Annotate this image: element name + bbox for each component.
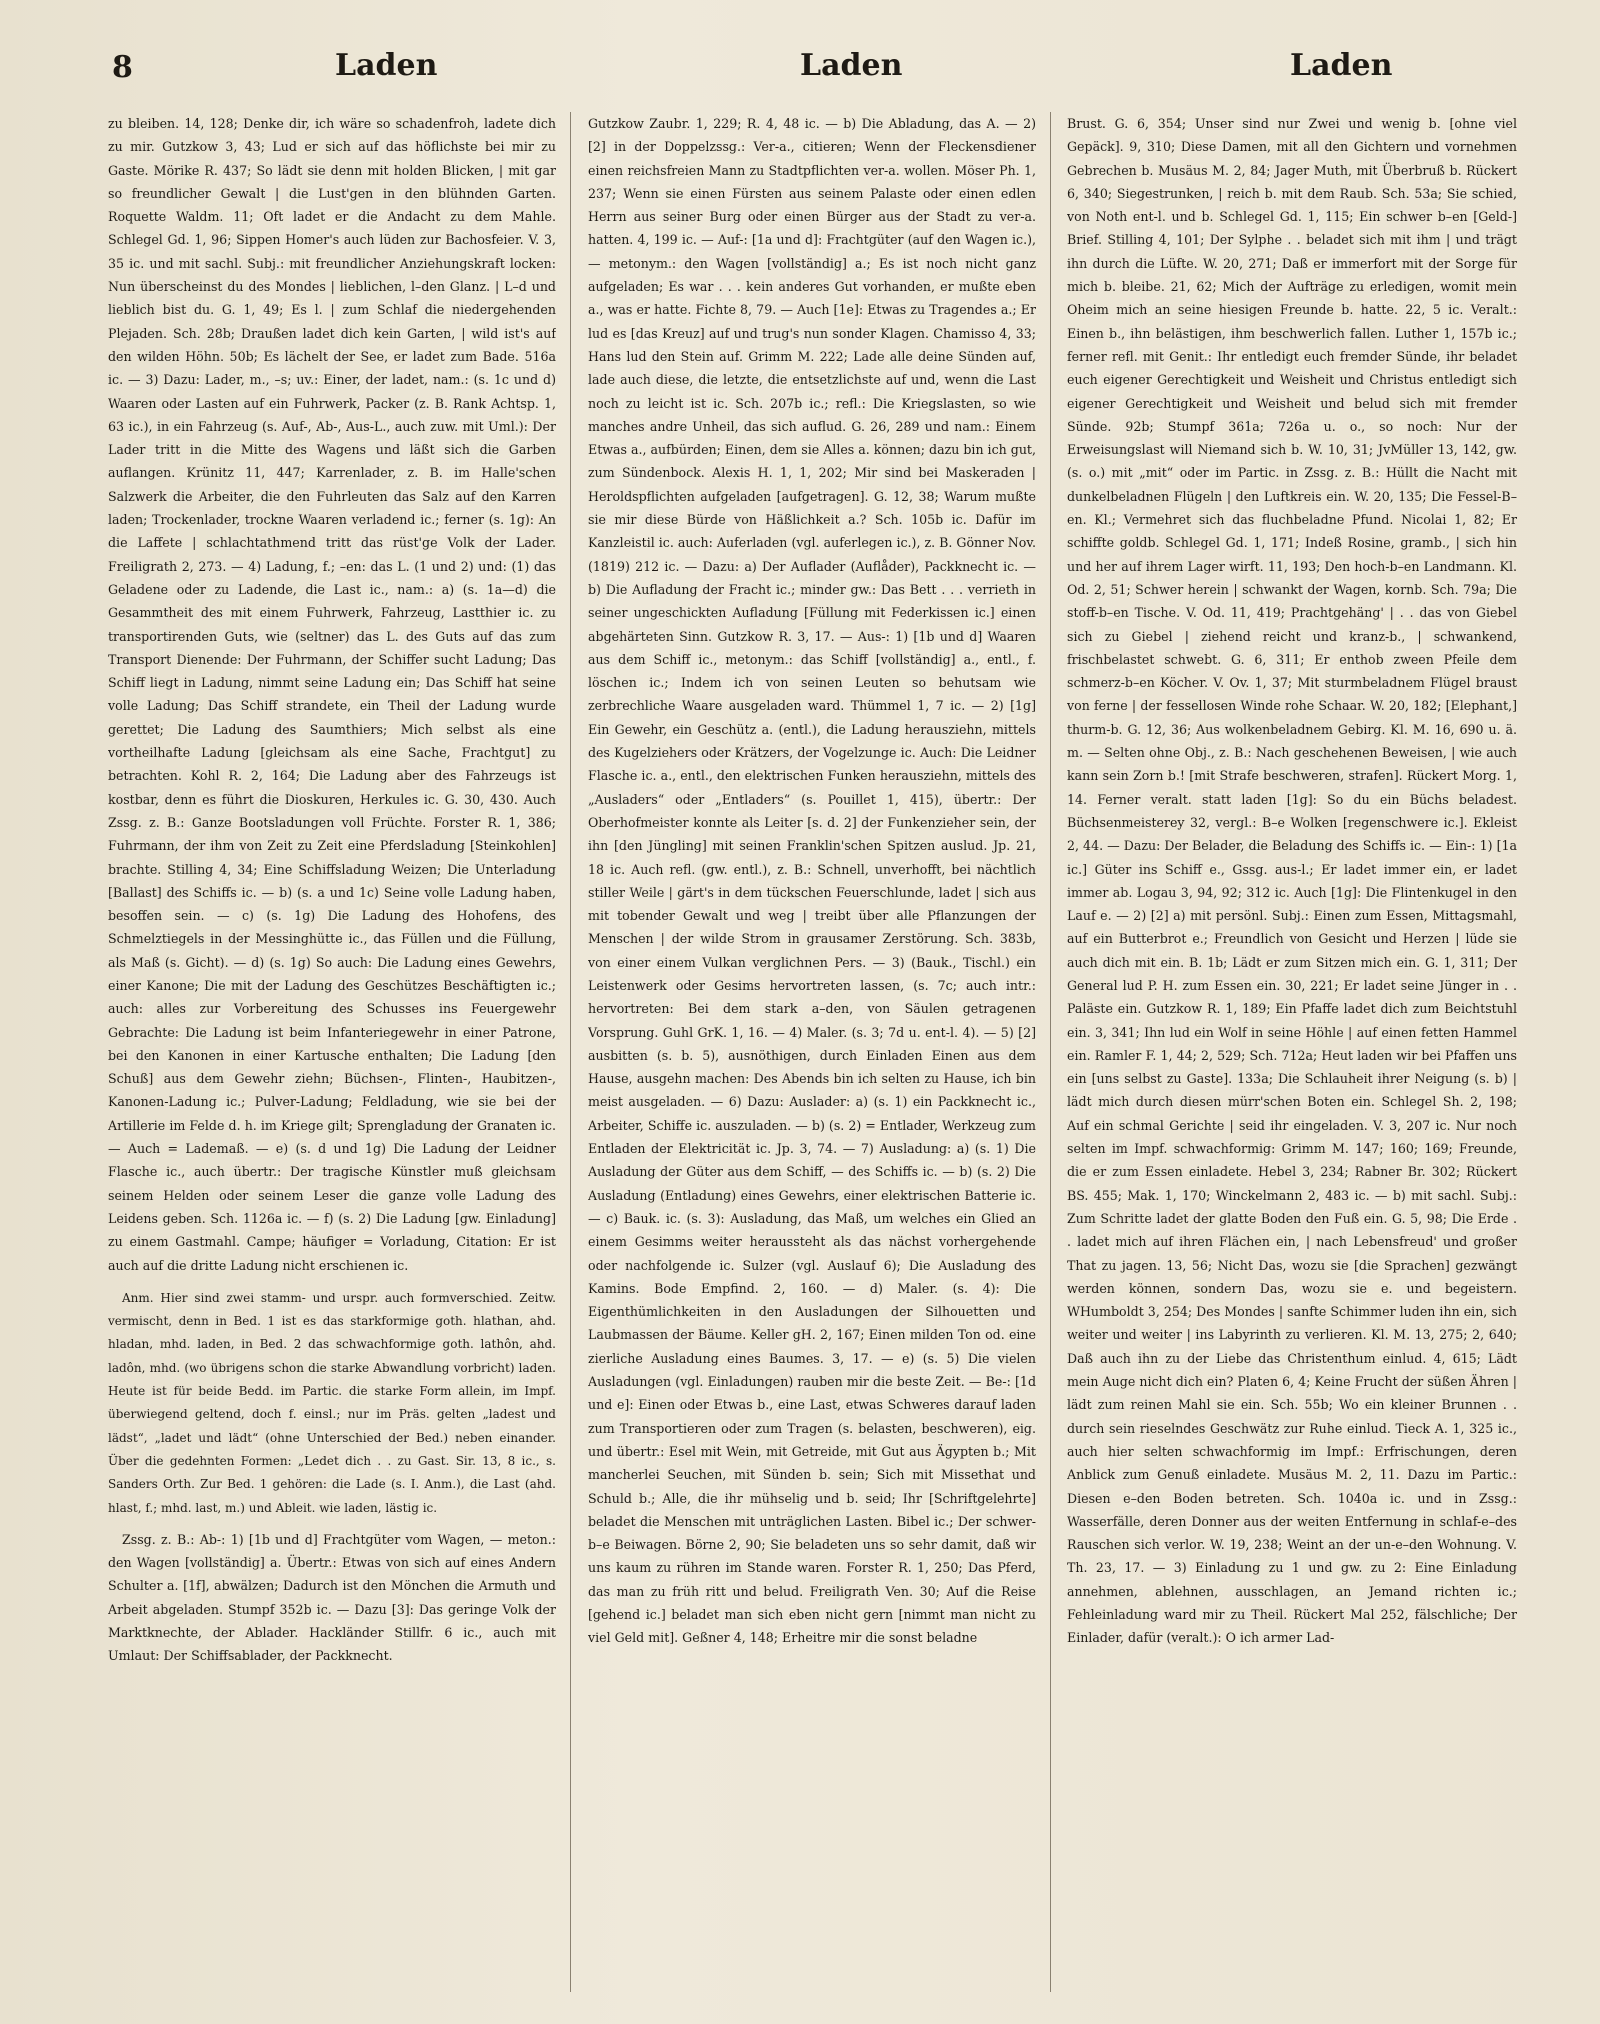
- page-header: [100, 42, 1520, 92]
- text-column-1: [108, 112, 556, 2002]
- text-column-3: [1067, 112, 1517, 2002]
- running-head-right: Laden: [1290, 48, 1393, 83]
- entry-text: Gutzkow Zaubr. 1, 229; R. 4, 48 ic. — b) Die Abladung, das A. — 2) [2] in der Doppelzssg.: Ver-a., citieren; Wenn der Fleckensdiener einen reichsfreien Mann zu Stadtpflichten ver-a. wollen. Möser Ph. 1, 237; Wenn sie einen Fürsten aus seinem Palaste oder einen edlen Herrn aus seiner Burg oder einen Bürger aus der Stadt zu ver-a. hatten. 4, 199 ic. — Auf-: [1a und d]: Frachtgüter (auf den Wagen ic.), — metonym.: den Wagen [vollständig] a.; Es ist noch nicht ganz aufgeladen; Es war . . . kein anderes Gut vorhanden, er mußte eben a., was er hatte. Fichte 8, 79. — Auch [1e]: Etwas zu Tragendes a.; Er lud es [das Kreuz] auf und trug's nun sonder Klagen. Chamisso 4, 33; Hans lud den Stein auf. Grimm M. 222; Lade alle deine Sünden auf, lade auch diese, die letzte, die entsetzlichste auf und, wenn die Last noch zu leicht ist ic. Sch. 207b ic.; refl.: Die Kriegslasten, so wie manches andre Unheil, das sich auflud. G. 26, 289 und nam.: Einem Etwas a., aufbürden; Einen, dem sie Alles a. können; dazu bin ich gut, zum Sündenbock. Alexis H. 1, 1, 202; Mir sind bei Maskeraden | Heroldspflichten aufgeladen [aufgetragen]. G. 12, 38; Warum mußte sie mir diese Bürde von Häßlichkeit a.? Sch. 105b ic. Dafür im Kanzleistil ic. auch: Auferladen (vgl. auferlegen ic.), z. B. Gönner Nov. (1819) 212 ic. — Dazu: a) Der Auflader (Auflåder), Packknecht ic. — b) Die Aufladung der Fracht ic.; minder gw.: Das Bett . . . verrieth in seiner ungeschickten Aufladung [Füllung mit Federkissen ic.] einen abgehärteten Sinn. Gutzkow R. 3, 17. — Aus-: 1) [1b und d] Waaren aus dem Schiff ic., metonym.: das Schiff [vollständig] a., entl., f. löschen ic.; Indem ich von seinen Leuten so behutsam wie zerbrechliche Waare ausgeladen ward. Thümmel 1, 7 ic. — 2) [1g] Ein Gewehr, ein Geschütz a. (entl.), die Ladung herausziehn, mittels des Kugelziehers oder Krätzers, der Vogelzunge ic. Auch: Die Leidner Flasche ic. a., entl., den elektrischen Funken herausziehn, mittels des „Ausladers“ oder „Entladers“ (s. Pouillet 1, 415), übertr.: Der Oberhofmeister konnte als Leiter [s. d. 2] der Funkenzieher sein, der ihn [den Jüngling] mit seinen Franklin'schen Spitzen auslud. Jp. 21, 18 ic. Auch refl. (gw. entl.), z. B.: Schnell, unverhofft, bei nächtlich stiller Weile | gärt's in dem tückschen Feuerschlunde, ladet | sich aus mit tobender Gewalt und weg | treibt über alle Pflanzungen der Menschen | der wilde Strom in grausamer Zerstörung. Sch. 383b, von einer einem Vulkan verglichnen Pers. — 3) (Bauk., Tischl.) ein Leistenwerk oder Gesims hervortreten lassen, (s. 7c; auch intr.: hervortreten: Bei dem stark a–den, von Säulen getragenen Vorsprung. Guhl GrK. 1, 16. — 4) Maler. (s. 3; 7d u. ent-l. 4). — 5) [2] ausbitten (s. b. 5), ausnöthigen, durch Einladen Einen aus dem Hause, ausgehn machen: Des Abends bin ich selten zu Hause, ich bin meist ausgeladen. — 6) Dazu: Auslader: a) (s. 1) ein Packknecht ic., Arbeiter, Schiffe ic. auszuladen. — b) (s. 2) = Entlader, Werkzeug zum Entladen der Elektricität ic. Jp. 3, 74. — 7) Ausladung: a) (s. 1) Die Ausladung der Güter aus dem Schiff, — des Schiffs ic. — b) (s. 2) Die Ausladung (Entladung) eines Gewehrs, einer elektrischen Batterie ic. — c) Bauk. ic. (s. 3): Ausladung, das Maß, um welches ein Glied an einem Gesimms weiter heraussteht als das nächst vorhergehende oder nachfolgende ic. Sulzer (vgl. Auslauf 6); Die Ausladung des Kamins. Bode Empfind. 2, 160. — d) Maler. (s. 4): Die Eigenthümlichkeiten in den Ausladungen der Silhouetten und Laubmassen der Bäume. Keller gH. 2, 167; Einen milden Ton od. eine zierliche Ausladung eines Baumes. 3, 17. — e) (s. 5) Die vielen Ausladungen (vgl. Einladungen) rauben mir die beste Zeit. — Be-: [1d und e]: Einen oder Etwas b., eine Last, etwas Schweres darauf laden zum Transportieren oder zum Tragen (s. belasten, beschweren), eig. und übertr.: Esel mit Wein, mit Getreide, mit Gut aus Ägypten b.; Mit mancherlei Seuchen, mit Sünden b. sein; Sich mit Missethat und Schuld b.; Alle, die ihr mühselig und b. seid; Ihr [Schriftgelehrte] beladet die Menschen mit unträglichen Lasten. Bibel ic.; Der schwer-b–e Beiwagen. Börne 2, 90; Sie beladeten uns so sehr damit, daß wir uns kaum zu rühren im Stande waren. Forster R. 1, 250; Das Pferd, das man zu früh ritt und belud. Freiligrath Ven. 30; Auf die Reise [gehend ic.] beladet man sich eben nicht gern [nimmt man nicht zu viel Geld mit]. Geßner 4, 148; Erheitre mir die sonst beladne: [588, 116, 1036, 1646]
- text-column-2: [588, 112, 1036, 2002]
- running-head-center: Laden: [800, 48, 903, 83]
- compounds-section: Zssg. z. B.: Ab-: 1) [1b und d] Frachtgüter vom Wagen, — meton.: den Wagen [vollständig] a. Übertr.: Etwas von sich auf eines Andern Schulter a. [1f], abwälzen; Dadurch ist den Mönchen die Armuth und Arbeit abgeladen. Stumpf 352b ic. — Dazu [3]: Das geringe Volk der Marktknechte, der Ablader. Hackländer Stillfr. 6 ic., auch mit Umlaut: Der Schiffsablader, der Packknecht.: [108, 1531, 556, 1664]
- entry-text: Brust. G. 6, 354; Unser sind nur Zwei und wenig b. [ohne viel Gepäck]. 9, 310; Diese Damen, mit all den Gichtern und vornehmen Gebrechen b. Musäus M. 2, 84; Jager Muth, mit Überbruß b. Rückert 6, 340; Siegestrunken, | reich b. mit dem Raub. Sch. 53a; Sie schied, von Noth ent-l. und b. Schlegel Gd. 1, 115; Ein schwer b–en [Geld-] Brief. Stilling 4, 101; Der Sylphe . . beladet sich mit ihm | und trägt ihn durch die Lüfte. W. 20, 271; Daß er immerfort mit der Sorge für mich b. bleibe. 21, 62; Mich der Aufträge zu erledigen, womit mein Oheim mich an seine hiesigen Freunde b. hatte. 22, 5 ic. Veralt.: Einen b., ihn belästigen, ihm beschwerlich fallen. Luther 1, 157b ic.; ferner refl. mit Genit.: Ihr entledigt euch fremder Sünde, ihr beladet euch eigener Gerechtigkeit und Weisheit und Christus entledigt sich eigener Gerechtigkeit und Weisheit und belud sich mit fremder Sünde. 92b; Stumpf 361a; 726a u. o., so noch: Nur der Erweisungslast will Niemand sich b. W. 10, 31; JvMüller 13, 142, gw. (s. o.) mit „mit“ oder im Partic. in Zssg. z. B.: Hüllt die Nacht mit dunkelbeladnen Flügeln | den Luftkreis ein. W. 20, 135; Die Fessel-B–en. Kl.; Vermehret sich das fluchbeladne Pfund. Nicolai 1, 82; Er schiffte goldb. Schlegel Gd. 1, 171; Indeß Rosine, gramb., | sich hin und her auf ihrem Lager wirft. 11, 193; Den hoch-b–en Landmann. Kl. Od. 2, 51; Schwer herein | schwankt der Wagen, kornb. Sch. 79a; Die stoff-b–en Tische. V. Od. 11, 419; Prachtgehäng' | . . das von Giebel sich zu Giebel | ziehend reicht und kranz-b., | schwankend, frischbelastet schwebt. G. 6, 311; Er enthob zween Pfeile dem schmerz-b–en Köcher. V. Ov. 1, 37; Mit sturmbeladnem Flügel braust von ferne | der fessellosen Winde rohe Schaar. W. 20, 182; [Elephant,] thurm-b. G. 12, 36; Aus wolkenbeladnem Gebirg. Kl. M. 16, 690 u. ä. m. — Selten ohne Obj., z. B.: Nach geschehenen Beweisen, | wie auch kann sein Zorn b.! [mit Strafe beschweren, strafen]. Rückert Morg. 1, 14. Ferner veralt. statt laden [1g]: So du ein Büchs beladest. Büchsenmeisterey 32, vergl.: B–e Wolken [regenschwere ic.]. Ekleist 2, 44. — Dazu: Der Belader, die Beladung des Schiffs ic. — Ein-: 1) [1a ic.] Güter ins Schiff e., Gssg. aus-l.; Er ladet immer ein, er ladet immer ab. Logau 3, 94, 92; 312 ic. Auch [1g]: Die Flintenkugel in den Lauf e. — 2) [2] a) mit persönl. Subj.: Einen zum Essen, Mittagsmahl, auf ein Butterbrot e.; Freundlich von Gesicht und Herzen | lüde sie auch dich mit ein. B. 1b; Lädt er zum Sitzen mich ein. G. 1, 311; Der General lud P. H. zum Essen ein. 30, 221; Er ladet seine Jünger in . . Paläste ein. Gutzkow R. 1, 189; Ein Pfaffe ladet dich zum Beichtstuhl ein. 3, 341; Ihn lud ein Wolf in seine Höhle | auf einen fetten Hammel ein. Ramler F. 1, 44; 2, 529; Sch. 712a; Heut laden wir bei Pfaffen uns ein [uns selbst zu Gaste]. 133a; Die Schlauheit ihrer Neigung (s. b) | lädt mich durch diesen mürr'schen Boten ein. Schlegel Sh. 2, 198; Auf ein schmal Gerichte | seid ihr eingeladen. V. 3, 207 ic. Nur noch selten im Impf. schwachformig: Grimm M. 147; 160; 169; Freunde, die er zum Essen einladete. Hebel 3, 234; Rabner Br. 302; Rückert BS. 455; Mak. 1, 170; Winckelmann 2, 483 ic. — b) mit sachl. Subj.: Zum Schritte ladet der glatte Boden den Fuß ein. G. 5, 98; Die Erde . . ladet mich auf ihren Flächen ein, | nach Lebensfreud' und großer That zu jagen. 13, 56; Nicht Das, wozu sie [die Sprachen] gezwängt werden können, sondern Das, wozu sie e. und begeistern. WHumboldt 3, 254; Des Mondes | sanfte Schimmer luden ihn ein, sich weiter und weiter | ins Labyrinth zu verlieren. Kl. M. 13, 275; 2, 640; Daß auch ihn zu der Liebe das Christenthum einlud. 4, 615; Lädt mein Auge nicht dich ein? Platen 6, 4; Keine Frucht der süßen Ähren | lädt zum reinen Mahl sie ein. Sch. 55b; Wo ein kleiner Brunnen . . durch sein rieselndes Geschwätz zur Ruhe einlud. Tieck A. 1, 325 ic., auch hier selten schwachformig im Impf.: Erfrischungen, deren Anblick zum Genuß einladete. Musäus M. 2, 11. Dazu im Partic.: Diesen e–den Boden betreten. Sch. 1040a ic. und in Zssg.: Wasserfälle, deren Donner aus der weiten Entfernung in schlaf-e–des Rauschen sich verlor. W. 19, 238; Weint an der un-e–den Wohnung. V. Th. 23, 17. — 3) Einladung zu 1 und gw. zu 2: Eine Einladung annehmen, ablehnen, ausschlagen, an Jemand richten ic.; Fehleinladung ward mir zu Theil. Rückert Mal 252, fälschliche; Der Einlader, dafür (veralt.): O ich armer Lad-: [1067, 116, 1517, 1646]
- column-divider: [570, 112, 571, 1992]
- running-head-left: Laden: [335, 48, 438, 83]
- etymology-note: Anm. Hier sind zwei stamm- und urspr. auch formverschied. Zeitw. vermischt, denn in Bed. 1 ist es das starkformige goth. hlathan, ahd. hladan, mhd. laden, in Bed. 2 das schwachformige goth. lathôn, ahd. ladôn, mhd. (wo übrigens schon die starke Abwandlung vorbricht) laden. Heute ist für beide Bedd. im Partic. die starke Form allein, im Impf. überwiegend geltend, doch f. einsl.; nur im Präs. gelten „ladest und lädst“, „ladet und lädt“ (ohne Unterschied der Bed.) neben einander. Über die gedehnten Formen: „Ledet dich . . zu Gast. Sir. 13, 8 ic., s. Sanders Orth. Zur Bed. 1 gehören: die Lade (s. I. Anm.), die Last (ahd. hlast, f.; mhd. last, m.) und Ableit. wie laden, lästig ic.: [108, 1290, 556, 1515]
- entry-text: zu bleiben. 14, 128; Denke dir, ich wäre so schadenfroh, ladete dich zu mir. Gutzkow 3, 43; Lud er sich auf das höflichste bei mir zu Gaste. Mörike R. 437; So lädt sie denn mit holden Blicken, | mit gar so freundlicher Gewalt | die Lust'gen in den blühnden Garten. Roquette Waldm. 11; Oft ladet er die Andacht zu dem Mahle. Schlegel Gd. 1, 96; Sippen Homer's auch lüden zur Bachosfeier. V. 3, 35 ic. und mit sachl. Subj.: mit freundlicher Anziehungskraft locken: Nun überscheinst du des Mondes | lieblichen, l–den Glanz. | L–d und lieblich bist du. G. 1, 49; Es l. | zum Schlaf die niedergehenden Plejaden. Sch. 28b; Draußen ladet dich kein Garten, | wild ist's auf den wilden Höhn. 50b; Es lächelt der See, er ladet zum Bade. 516a ic. — 3) Dazu: Lader, m., –s; uv.: Einer, der ladet, nam.: (s. 1c und d) Waaren oder Lasten auf ein Fuhrwerk, Packer (z. B. Rank Achtsp. 1, 63 ic.), in ein Fahrzeug (s. Auf-, Ab-, Aus-L., auch zuw. mit Uml.): Der Lader tritt in die Mitte des Wagens und läßt sich die Garben auflangen. Krünitz 11, 447; Karrenlader, z. B. im Halle'schen Salzwerk die Arbeiter, die den Fuhrleuten das Salz auf den Karren laden; Trockenlader, trockne Waaren verladend ic.; ferner (s. 1g): An die Laffete | schlachtathmend tritt das rüst'ge Volk der Lader. Freiligrath 2, 273. — 4) Ladung, f.; –en: das L. (1 und 2) und: (1) das Geladene oder zu Ladende, die Last ic., nam.: a) (s. 1a—d) die Gesammtheit des mit einem Fuhrwerk, Fahrzeug, Lastthier ic. zu transportirenden Guts, wie (seltner) das L. des Guts auf das zum Transport Dienende: Der Fuhrmann, der Schiffer sucht Ladung; Das Schiff liegt in Ladung, nimmt seine Ladung ein; Das Schiff hat seine volle Ladung; Das Schiff strandete, ein Theil der Ladung wurde gerettet; Die Ladung des Saumthiers; Mich selbst als eine vortheilhafte Ladung [gleichsam als eine Sache, Frachtgut] zu betrachten. Kohl R. 2, 164; Die Ladung aber des Fahrzeugs ist kostbar, denn es führt die Dioskuren, Herkules ic. G. 30, 430. Auch Zssg. z. B.: Ganze Bootsladungen voll Früchte. Forster R. 1, 386; Fuhrmann, der ihm von Zeit zu Zeit eine Pferdsladung [Steinkohlen] brachte. Stilling 4, 34; Eine Schiffsladung Weizen; Die Unterladung [Ballast] des Schiffs ic. — b) (s. a und 1c) Seine volle Ladung haben, besoffen sein. — c) (s. 1g) Die Ladung des Hohofens, des Schmelztiegels in der Messinghütte ic., das Füllen und die Füllung, als Maß (s. Gicht). — d) (s. 1g) So auch: Die Ladung eines Gewehrs, einer Kanone; Die mit der Ladung des Geschützes Beschäftigten ic.; auch: alles zur Vorbereitung des Schusses ins Feuergewehr Gebrachte: Die Ladung ist beim Infanteriegewehr in einer Patrone, bei den Kanonen in einer Kartusche enthalten; Die Ladung [den Schuß] aus dem Gewehr ziehn; Büchsen-, Flinten-, Haubitzen-, Kanonen-Ladung ic.; Pulver-Ladung; Feldladung, wie sie bei der Artillerie im Felde d. h. im Kriege gilt; Sprengladung der Granaten ic. — Auch = Lademaß. — e) (s. d und 1g) Die Ladung der Leidner Flasche ic., auch übertr.: Der tragische Künstler muß gleichsam seinem Helden oder seinem Leser die ganze volle Ladung des Leidens geben. Sch. 1126a ic. — f) (s. 2) Die Ladung [gw. Einladung] zu einem Gastmahl. Campe; häufiger = Vorladung, Citation: Er ist auch auf die dritte Ladung nicht erschienen ic.: [108, 116, 556, 1273]
- page-number: 8: [112, 50, 133, 85]
- column-divider: [1050, 112, 1051, 1992]
